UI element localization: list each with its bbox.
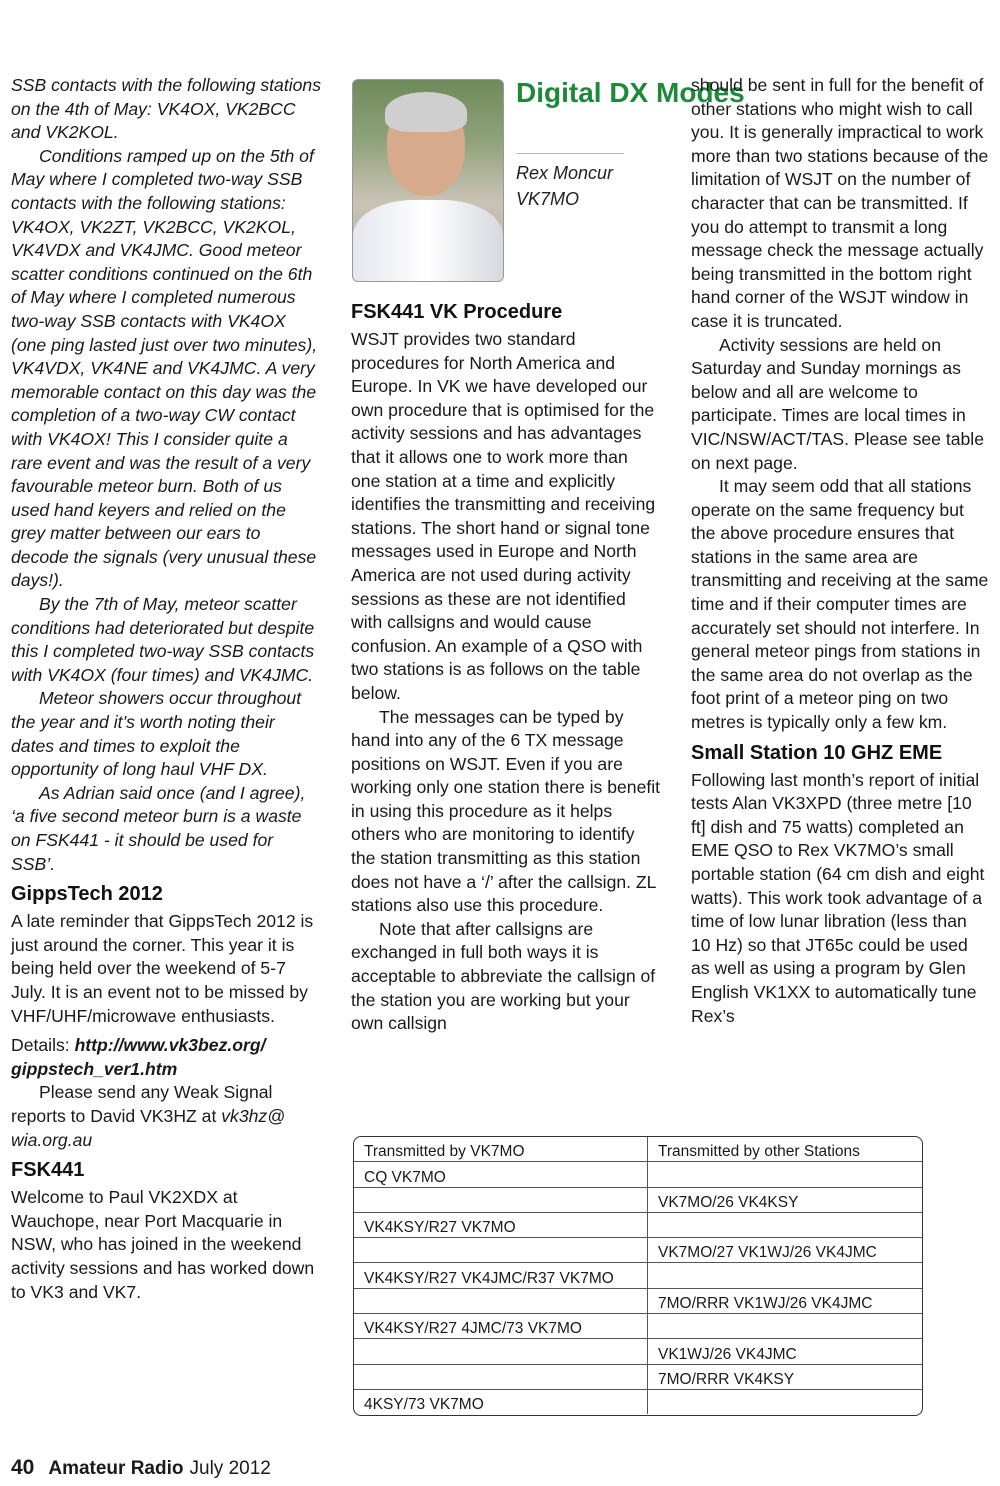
table-row bbox=[354, 1389, 922, 1414]
table-cell bbox=[648, 1162, 923, 1187]
paragraph bbox=[11, 1081, 321, 1152]
page-footer bbox=[11, 1455, 271, 1482]
table-row bbox=[354, 1238, 922, 1263]
paragraph: By the 7th of May, meteor scatter conditions had deteriorated but despite this I completed two-way SSB contacts with VK4OX (four times) and VK4JMC. bbox=[11, 594, 315, 685]
page-number: 40 bbox=[11, 1456, 35, 1479]
paragraph: SSB contacts with the following stations on the 4th of May: VK4OX, VK2BCC and VK2KOL. bbox=[11, 75, 322, 143]
table-cell bbox=[354, 1339, 648, 1364]
column-3 bbox=[691, 74, 991, 1028]
paragraph: As Adrian said once (and I agree), ‘a five second meteor burn is a waste on FSK441 - it should be used for SSB’. bbox=[11, 782, 306, 874]
table-cell: VK7MO/27 VK1WJ/26 VK4JMC bbox=[648, 1238, 923, 1263]
table-cell bbox=[648, 1314, 923, 1339]
table-cell bbox=[648, 1263, 923, 1288]
author-name: Rex Moncur bbox=[516, 163, 614, 183]
paragraph: WSJT provides two standard procedures for North America and Europe. In VK we have developed our own procedure that is optimised for the activity sessions and has advantages that it allows one to work more than one station at a time and explicitly identifies the transmitting and receiving stations. The short hand or signal tone messages used in Europe and North America are not used during activity sessions as these are not identified with callsigns and would cause confusion. An example of a QSO with two stations is as follows on the table below. bbox=[351, 329, 656, 703]
heading-procedure: FSK441 VK Procedure bbox=[351, 301, 563, 323]
table-cell bbox=[354, 1187, 648, 1212]
table-row bbox=[354, 1339, 922, 1364]
author-photo bbox=[352, 79, 504, 282]
gippstech-link[interactable]: http://www.vk3bez.org/ gippstech_ver1.htm bbox=[11, 1035, 266, 1079]
magazine-name: Amateur Radio bbox=[48, 1458, 184, 1479]
photo-shirt bbox=[353, 200, 503, 282]
paragraph: Conditions ramped up on the 5th of May where I completed two-way SSB contacts with the following stations: VK4OX, VK2ZT, VK2BCC, VK2KOL, VK4VDX and VK4JMC. Good meteor scatter conditions continued on the 6th of May where I completed numerous two-way SSB contacts with VK4OX (one ping lasted just over two minutes), VK4VDX, VK4NE and VK4JMC. A very memorable contact on this day was the completion of a two-way CW contact with VK4OX! This I consider quite a rare event and was the result of a very favourable meteor burn. Both of us used hand keyers and relied on the grey matter between our ears to decode the signals (very unusual these days!). bbox=[11, 145, 318, 591]
issue-date: July 2012 bbox=[189, 1458, 271, 1479]
table-cell bbox=[354, 1288, 648, 1313]
paragraph: should be sent in full for the benefit of other stations who might wish to call you. It is generally impractical to work more than two stations because of the limitation of WSJT on the number of character that can be transmitted. If you do attempt to transmit a long message check the message actually being transmitted in the bottom right hand corner of the WSJT window in case it is truncated. bbox=[691, 75, 989, 331]
paragraph: Meteor showers occur throughout the year and it’s worth noting their dates and times to exploit the opportunity of long haul VHF DX. bbox=[11, 688, 302, 780]
paragraph: Welcome to Paul VK2XDX at Wauchope, near Port Macquarie in NSW, who has joined in the weekend activity sessions and has worked down to VK3 and VK7. bbox=[11, 1187, 315, 1302]
table-cell: VK4KSY/R27 VK4JMC/R37 VK7MO bbox=[354, 1263, 648, 1288]
photo-hair bbox=[385, 92, 467, 132]
table-cell: VK1WJ/26 VK4JMC bbox=[648, 1339, 923, 1364]
column-1 bbox=[11, 74, 321, 1304]
column-2 bbox=[351, 300, 661, 1036]
author-callsign: VK7MO bbox=[516, 189, 580, 209]
heading-gippstech: GippsTech 2012 bbox=[11, 883, 163, 906]
table-row bbox=[354, 1314, 922, 1339]
table-cell: CQ VK7MO bbox=[354, 1162, 648, 1187]
paragraph: Note that after callsigns are exchanged in full both ways it is acceptable to abbreviate the callsign of the station you are working but your own callsign bbox=[351, 918, 656, 1034]
table-header-cell: Transmitted by other Stations bbox=[648, 1137, 923, 1162]
table-cell bbox=[354, 1238, 648, 1263]
table-row bbox=[354, 1288, 922, 1313]
table-cell: VK4KSY/R27 VK7MO bbox=[354, 1212, 648, 1237]
table-row bbox=[354, 1162, 922, 1187]
heading-eme: Small Station 10 GHZ EME bbox=[691, 741, 943, 764]
paragraph: Activity sessions are held on Saturday and Sunday mornings as below and all are welcome to participate. Times are local times in VIC/NSW/ACT/TAS. Please see table on next page. bbox=[691, 334, 985, 473]
email-link[interactable]: vk3hz@ wia.org.au bbox=[11, 1105, 286, 1150]
column-title: Digital DX Modes bbox=[516, 77, 745, 108]
table-cell: VK7MO/26 VK4KSY bbox=[648, 1187, 923, 1212]
table-header-cell: Transmitted by VK7MO bbox=[354, 1137, 648, 1162]
table-cell: 7MO/RRR VK4KSY bbox=[648, 1364, 923, 1389]
table-cell bbox=[648, 1212, 923, 1237]
author-byline bbox=[516, 160, 613, 212]
table-cell: 7MO/RRR VK1WJ/26 VK4JMC bbox=[648, 1288, 923, 1313]
table-cell: VK4KSY/R27 4JMC/73 VK7MO bbox=[354, 1314, 648, 1339]
table-row bbox=[354, 1263, 922, 1288]
qso-table bbox=[353, 1136, 923, 1416]
reports-text: Please send any Weak Signal reports to David VK3HZ at bbox=[11, 1082, 273, 1126]
divider bbox=[516, 153, 624, 154]
table-header-row bbox=[354, 1137, 922, 1162]
paragraph: Following last month’s report of initial tests Alan VK3XPD (three metre [10 ft] dish and 75 watts) completed an EME QSO to Rex VK7MO’s small portable station (64 cm dish and eight watts). This work took advantage of a time of low lunar libration (less than 10 Hz) so that JT65c could be used as well as using a program by Glen English VK1XX to automatically tune Rex’s bbox=[691, 769, 985, 1026]
table-row bbox=[354, 1212, 922, 1237]
table-cell bbox=[648, 1389, 923, 1414]
paragraph: It may seem odd that all stations operate on the same frequency but the above procedure ensures that stations in the same area are transmitting and receiving at the same time and if their computer times are accurately set should not interfere. In general meteor pings from stations in the same area do not overlap as the foot print of a meteor ping on two metres is typically only a few km. bbox=[691, 476, 989, 733]
heading-fsk441: FSK441 bbox=[11, 1159, 85, 1182]
table-cell bbox=[354, 1364, 648, 1389]
table-row bbox=[354, 1364, 922, 1389]
details-line bbox=[11, 1034, 321, 1081]
paragraph: The messages can be typed by hand into any of the 6 TX message positions on WSJT. Even if you are working only one station there is benefit in using this procedure as it helps others who are monitoring to identify the station transmitting as this station does not have a ‘/’ after the callsign. ZL stations also use this procedure. bbox=[351, 706, 661, 916]
paragraph: A late reminder that GippsTech 2012 is just around the corner. This year it is being held over the weekend of 5-7 July. It is an event not to be missed by VHF/UHF/microwave enthusiasts. bbox=[11, 911, 314, 1026]
details-label: Details: bbox=[11, 1035, 75, 1056]
table-row bbox=[354, 1187, 922, 1212]
table-cell: 4KSY/73 VK7MO bbox=[354, 1389, 648, 1414]
